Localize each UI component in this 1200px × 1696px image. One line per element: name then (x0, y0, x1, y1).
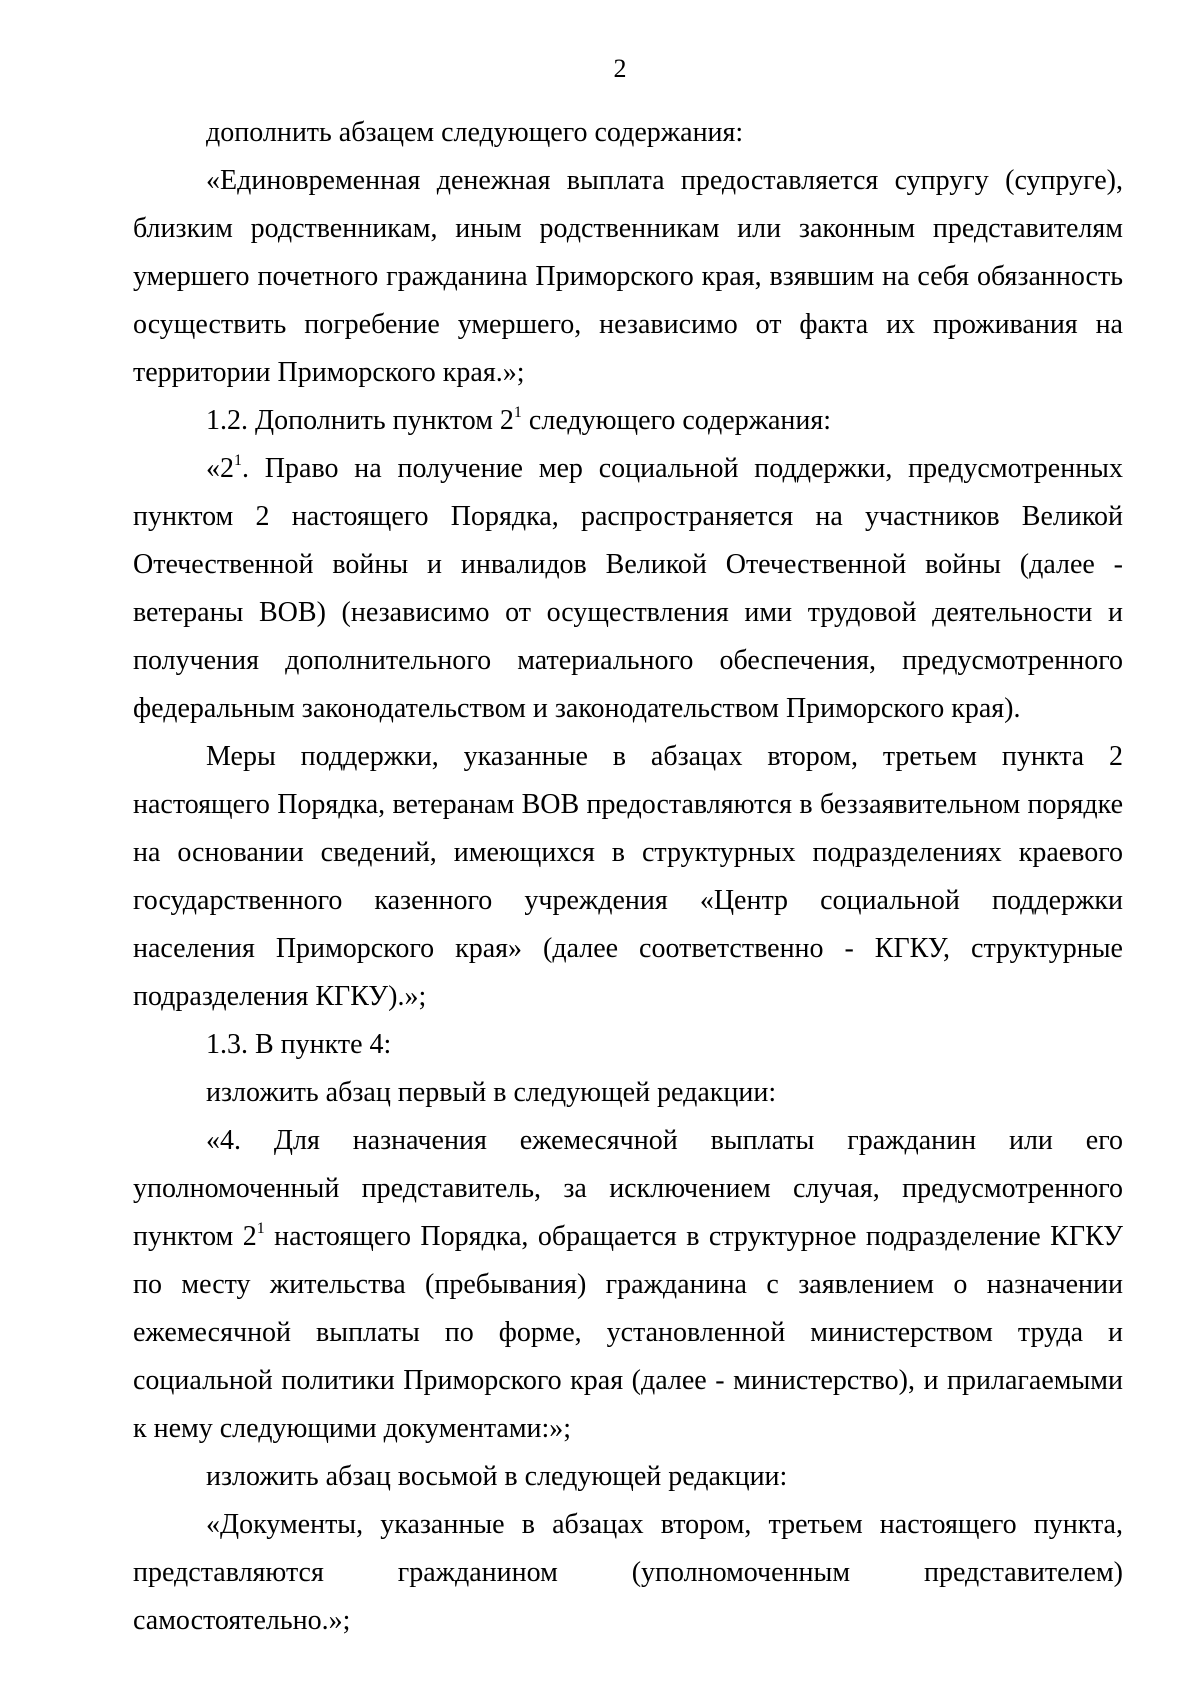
paragraph-10-text: «Документы, указанные в абзацах втором, третьем настоящего пункта, представляются гражданином (уполномоченным представителем) самостоятельно.»; (133, 1509, 1123, 1636)
paragraph-6 (133, 1021, 1123, 1069)
paragraph-1 (133, 109, 1123, 157)
paragraph-8-superscript: 1 (256, 1220, 265, 1237)
document-body (133, 109, 1123, 1645)
paragraph-4-text-after: . Право на получение мер социальной поддержки, предусмотренных пунктом 2 настоящего Порядка, распространяется на участников Великой Отечественной войны и инвалидов Великой Отечественной войны (далее - ветераны ВОВ) (независимо от осуществления ими трудовой деятельности и получения дополнительного материального обеспечения, предусмотренного федеральным законодательством и законодательством Приморского края). (133, 453, 1123, 724)
paragraph-5 (133, 733, 1123, 1021)
paragraph-3 (133, 397, 1123, 445)
paragraph-8 (133, 1117, 1123, 1453)
paragraph-10 (133, 1501, 1123, 1645)
paragraph-4 (133, 445, 1123, 733)
paragraph-6-text: 1.3. В пункте 4: (206, 1029, 392, 1060)
paragraph-4-text-before: «2 (206, 453, 234, 484)
paragraph-7-text: изложить абзац первый в следующей редакции: (206, 1077, 777, 1108)
paragraph-2-text: «Единовременная денежная выплата предоставляется супругу (супруге), близким родственникам, иным родственникам или законным представителям умершего почетного гражданина Приморского края, взявшим на себя обязанность осуществить погребение умершего, независимо от факта их проживания на территории Приморского края.»; (133, 165, 1123, 388)
paragraph-2 (133, 157, 1123, 397)
paragraph-3-superscript: 1 (513, 404, 522, 421)
paragraph-1-text: дополнить абзацем следующего содержания: (206, 117, 744, 148)
paragraph-7 (133, 1069, 1123, 1117)
paragraph-8-text-after: настоящего Порядка, обращается в структурное подразделение КГКУ по месту жительства (пребывания) гражданина с заявлением о назначении ежемесячной выплаты по форме, установленной министерством труда и социальной политики Приморского края (далее - министерство), и прилагаемыми к нему следующими документами:»; (133, 1221, 1123, 1444)
paragraph-4-superscript: 1 (234, 452, 242, 469)
paragraph-5-text: Меры поддержки, указанные в абзацах втором, третьем пункта 2 настоящего Порядка, ветеранам ВОВ предоставляются в беззаявительном порядке на основании сведений, имеющихся в структурных подразделениях краевого государственного казенного учреждения «Центр социальной поддержки населения Приморского края» (далее соответственно - КГКУ, структурные подразделения КГКУ).»; (133, 741, 1123, 1012)
paragraph-9 (133, 1453, 1123, 1501)
paragraph-8-text-before: «4. Для назначения ежемесячной выплаты гражданин или его уполномоченный представитель, за исключением случая, предусмотренного пунктом 2 (133, 1125, 1123, 1252)
paragraph-9-text: изложить абзац восьмой в следующей редакции: (206, 1461, 788, 1492)
page-number: 2 (613, 54, 627, 83)
paragraph-3-text-before: 1.2. Дополнить пунктом 2 (206, 405, 514, 436)
paragraph-3-text-after: следующего содержания: (521, 405, 832, 436)
